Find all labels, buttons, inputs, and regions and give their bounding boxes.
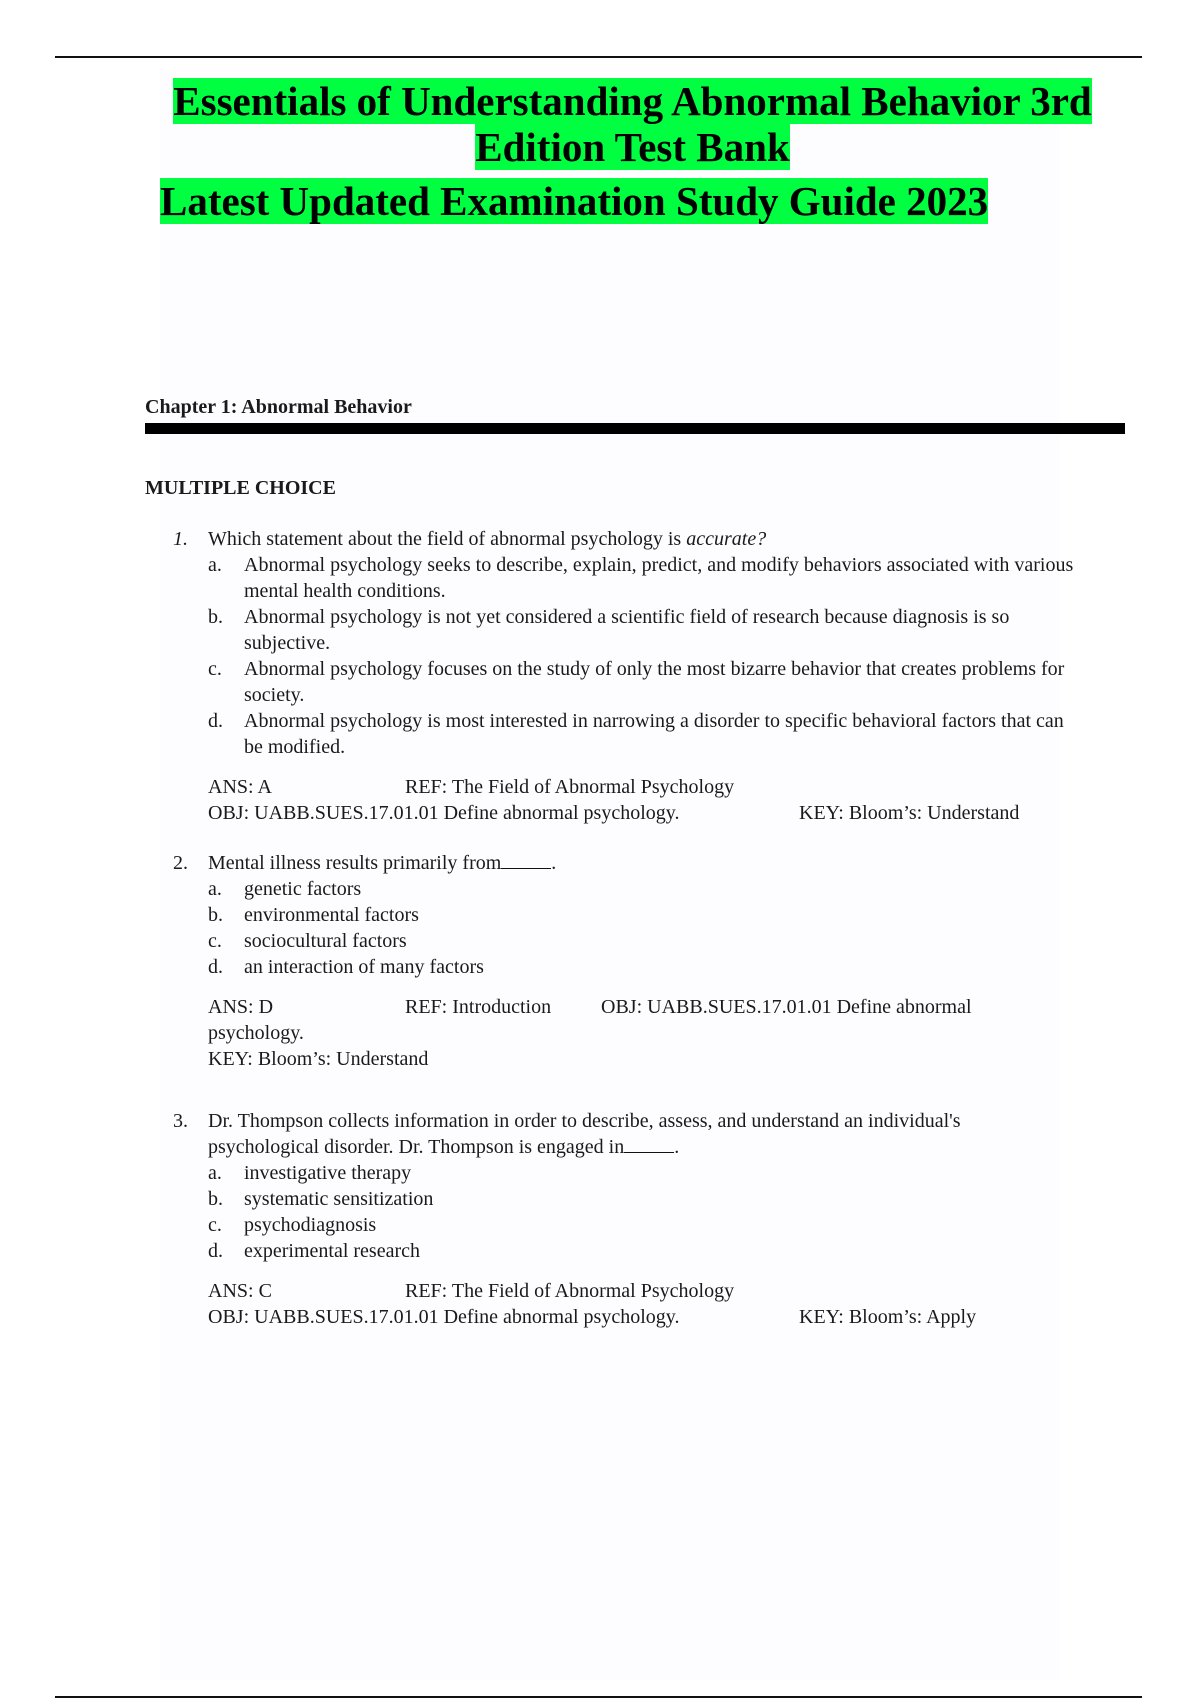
key: KEY: Bloom’s: Apply bbox=[799, 1306, 977, 1328]
chapter-rule bbox=[145, 423, 1125, 434]
title-line-1 bbox=[160, 78, 1105, 170]
option-d: d. Abnormal psychology is most interested in narrowing a disorder to specific behavioral factors that can be modified. bbox=[208, 710, 1064, 758]
options-list bbox=[208, 552, 1085, 760]
chapter-heading: Chapter 1: Abnormal Behavior bbox=[145, 396, 412, 418]
answer: ANS: C bbox=[208, 1280, 272, 1302]
question-3 bbox=[145, 1108, 1085, 1330]
question-number: 3. bbox=[173, 1110, 188, 1132]
section-heading: MULTIPLE CHOICE bbox=[145, 477, 336, 499]
option-c: c. Abnormal psychology focuses on the study of only the most bizarre behavior that creates problems for society. bbox=[208, 658, 1065, 706]
answer: ANS: A bbox=[208, 776, 272, 798]
title-line-2 bbox=[160, 178, 1105, 224]
option-b: b. systematic sensitization bbox=[208, 1188, 434, 1210]
option-a: a. investigative therapy bbox=[208, 1162, 412, 1184]
question-text: Dr. Thompson collects information in order to describe, assess, and understand an individual's psychological disorder. Dr. Thompson is engaged in . bbox=[208, 1110, 961, 1158]
option-d: d. an interaction of many factors bbox=[208, 956, 484, 978]
option-b: b. environmental factors bbox=[208, 904, 419, 926]
options-list bbox=[208, 876, 1085, 980]
question-number: 2. bbox=[173, 852, 188, 874]
option-c: c. sociocultural factors bbox=[208, 930, 407, 952]
reference: REF: The Field of Abnormal Psychology bbox=[405, 1280, 735, 1302]
answer-metadata bbox=[208, 774, 1085, 826]
answer-metadata bbox=[208, 1278, 1085, 1330]
answer-metadata bbox=[208, 994, 1085, 1072]
reference: REF: The Field of Abnormal Psychology bbox=[405, 776, 735, 798]
key: KEY: Bloom’s: Understand bbox=[208, 1048, 429, 1070]
option-a: a. genetic factors bbox=[208, 878, 362, 900]
title-line-1-text: Essentials of Understanding Abnormal Behavior 3rd Edition Test Bank bbox=[173, 78, 1092, 170]
answer: ANS: D bbox=[208, 996, 274, 1018]
answer-blank bbox=[501, 850, 551, 869]
options-list bbox=[208, 1160, 1085, 1264]
option-a: a. Abnormal psychology seeks to describe, explain, predict, and modify behaviors associated with various mental health conditions. bbox=[208, 554, 1074, 602]
reference: REF: Introduction bbox=[405, 996, 552, 1018]
option-c: c. psychodiagnosis bbox=[208, 1214, 377, 1236]
question-text: Mental illness results primarily from . bbox=[208, 852, 557, 874]
option-d: d. experimental research bbox=[208, 1240, 421, 1262]
question-2 bbox=[145, 850, 1085, 1072]
top-rule bbox=[55, 56, 1142, 58]
key: KEY: Bloom’s: Understand bbox=[799, 802, 1020, 824]
title-line-2-text: Latest Updated Examination Study Guide 2023 bbox=[160, 178, 989, 224]
bottom-rule bbox=[55, 1696, 1142, 1698]
answer-blank bbox=[624, 1134, 674, 1153]
objective: OBJ: UABB.SUES.17.01.01 Define abnormal psychology. bbox=[208, 802, 680, 824]
question-text: Which statement about the field of abnormal psychology is accurate? bbox=[208, 528, 767, 550]
option-b: b. Abnormal psychology is not yet considered a scientific field of research because diagnosis is so subjective. bbox=[208, 606, 1010, 654]
question-1 bbox=[145, 526, 1085, 826]
objective: OBJ: UABB.SUES.17.01.01 Define abnormal bbox=[601, 996, 972, 1018]
objective: OBJ: UABB.SUES.17.01.01 Define abnormal psychology. bbox=[208, 1306, 680, 1328]
objective-continued: psychology. bbox=[208, 1022, 304, 1044]
question-number: 1. bbox=[173, 528, 188, 550]
document-title bbox=[160, 78, 1105, 224]
